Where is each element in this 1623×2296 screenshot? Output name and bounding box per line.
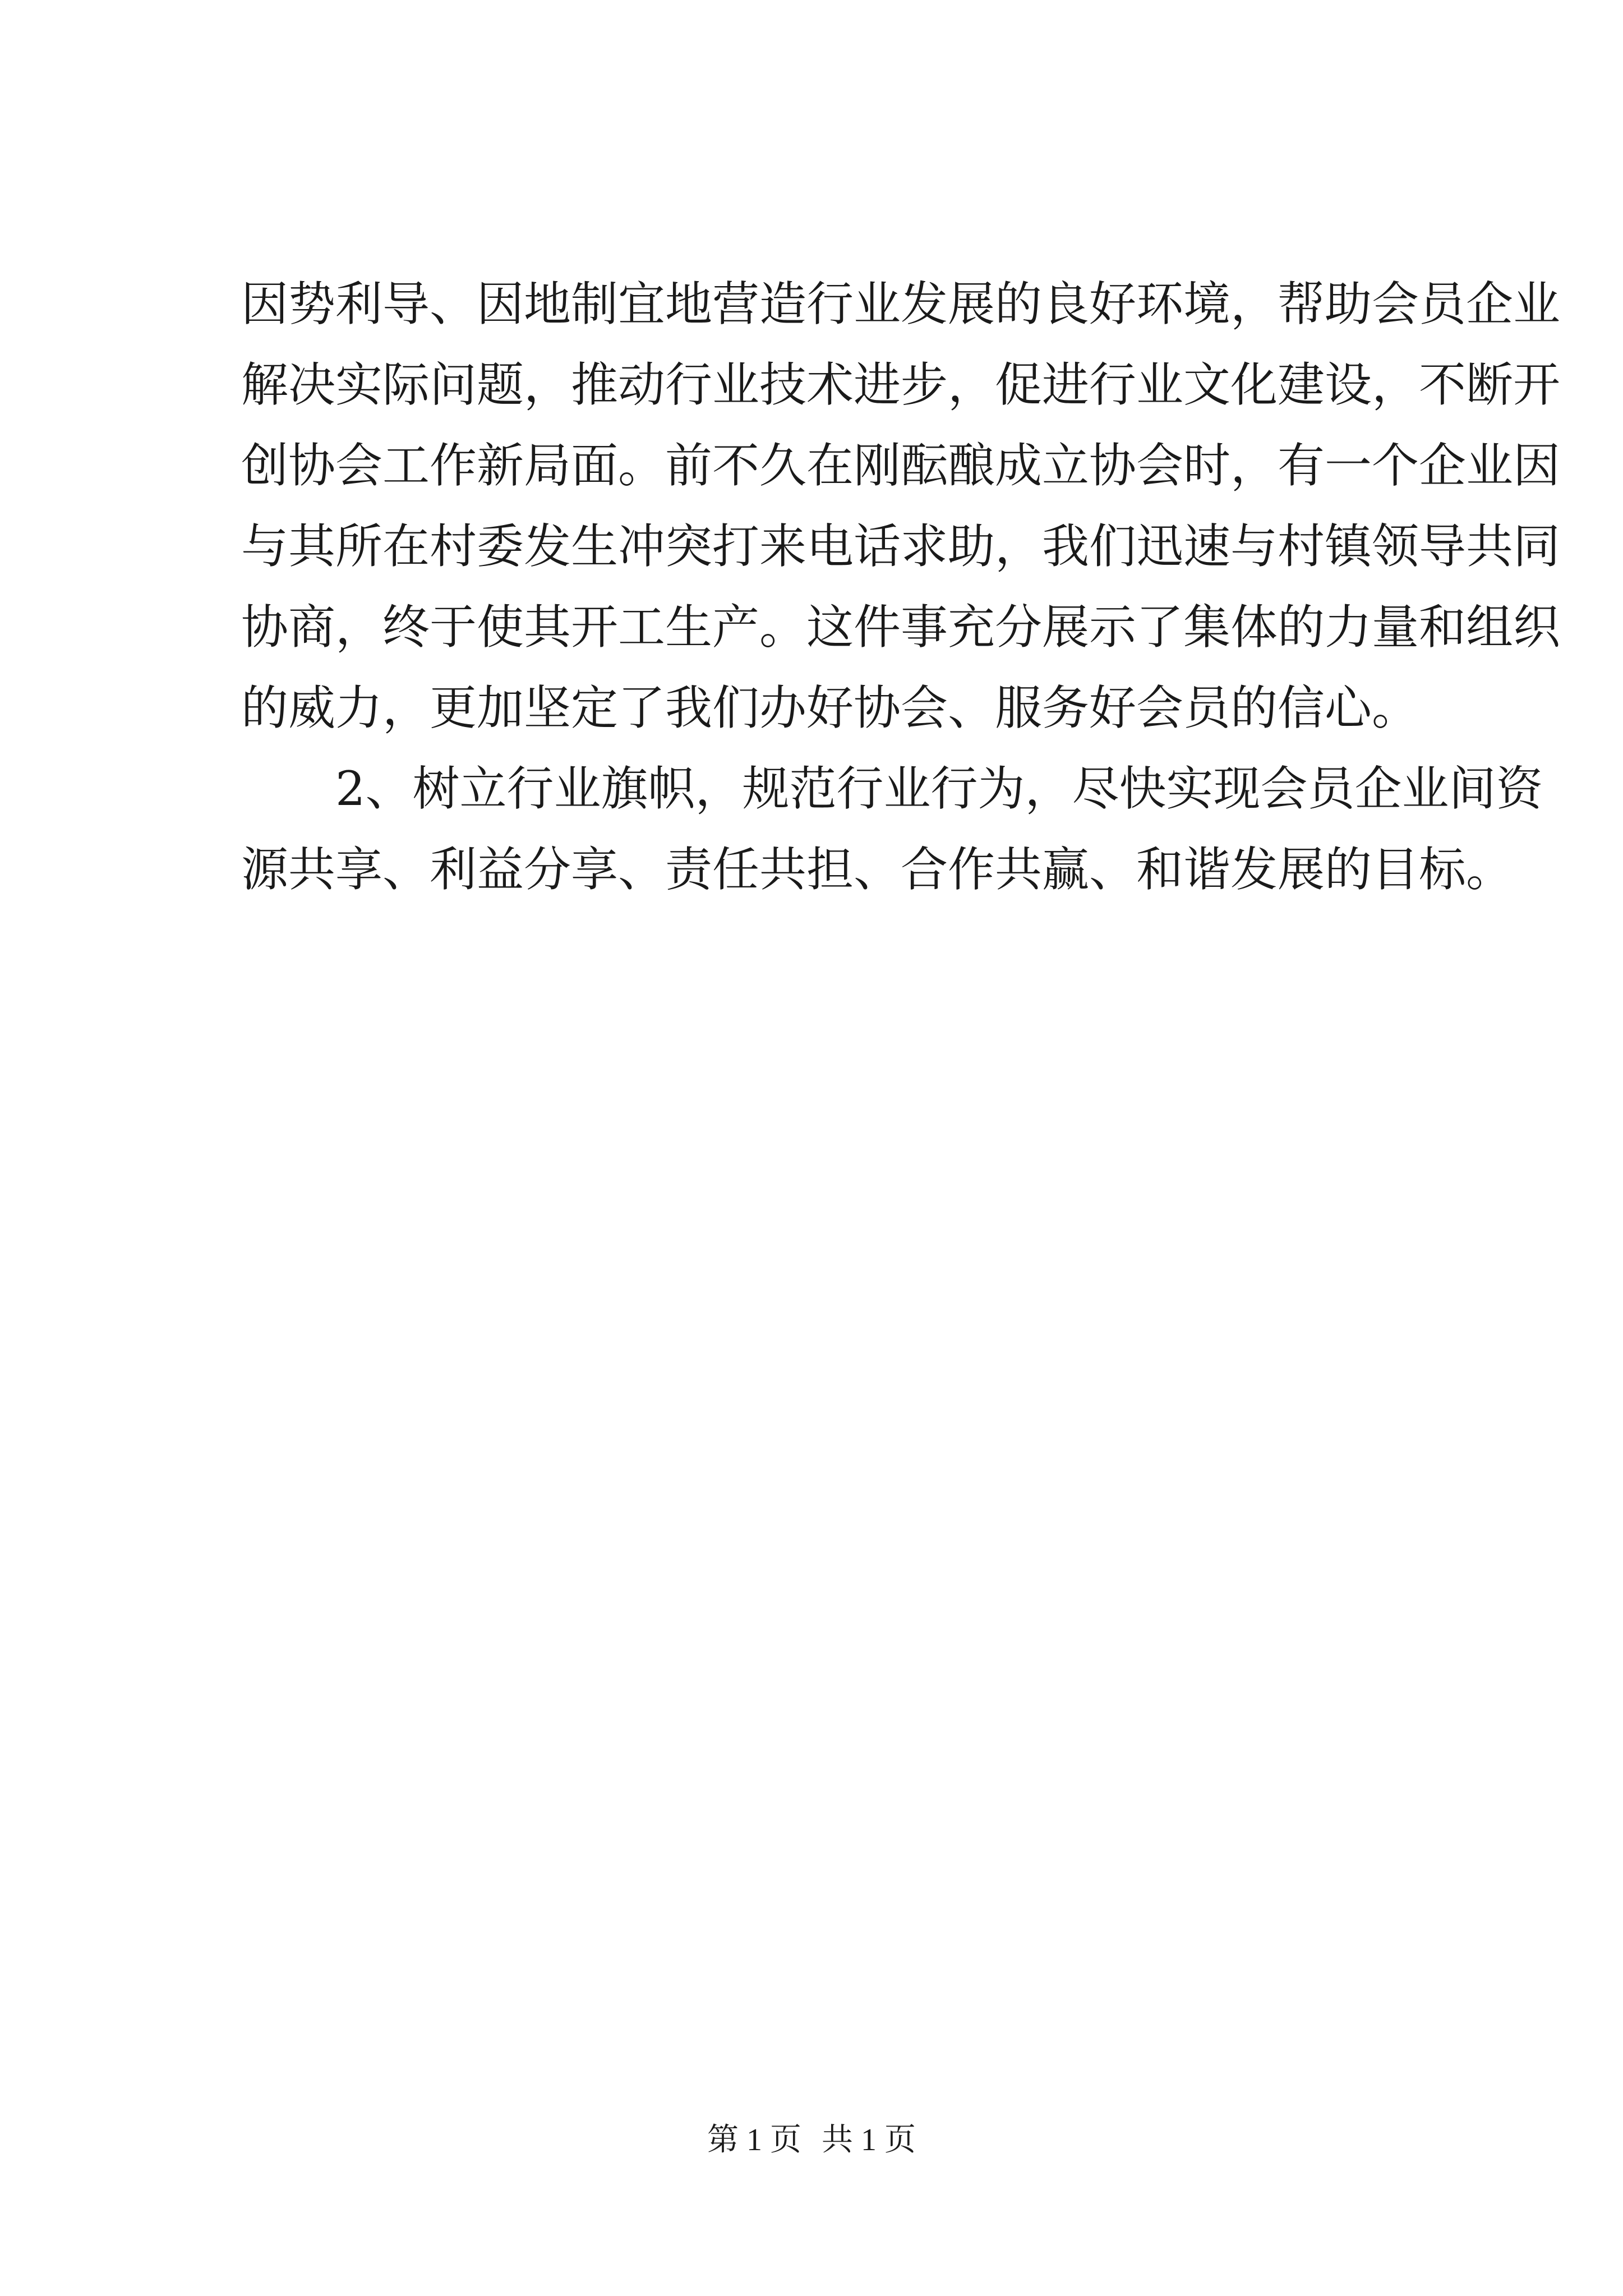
- text-line: 解决实际问题，推动行业技术进步，促进行业文化建设，不断开: [241, 357, 1561, 412]
- text-line: 的威力，更加坚定了我们办好协会、服务好会员的信心。: [241, 680, 1419, 735]
- text-line: 创协会工作新局面。前不久在刚酝酿成立协会时，有一个企业因: [241, 438, 1561, 493]
- text-line: 源共享、利益分享、责任共担、合作共赢、和谐发展的目标。: [241, 842, 1514, 897]
- paragraph-1: [241, 264, 1561, 748]
- page-number-current: 第 1 页: [707, 2123, 801, 2157]
- paragraph-2: [241, 748, 1543, 910]
- text-line: 与其所在村委发生冲突打来电话求助，我们迅速与村镇领导共同: [241, 519, 1561, 574]
- document-body: [241, 264, 1561, 910]
- page-number-total: 共 1 页: [822, 2123, 916, 2157]
- text-line: 协商，终于使其开工生产。这件事充分展示了集体的力量和组织: [241, 600, 1561, 655]
- text-line: 因势利导、因地制宜地营造行业发展的良好环境，帮助会员企业: [241, 277, 1561, 332]
- page-footer: [0, 2118, 1623, 2162]
- text-line: 2、树立行业旗帜，规范行业行为，尽快实现会员企业间资: [335, 761, 1543, 816]
